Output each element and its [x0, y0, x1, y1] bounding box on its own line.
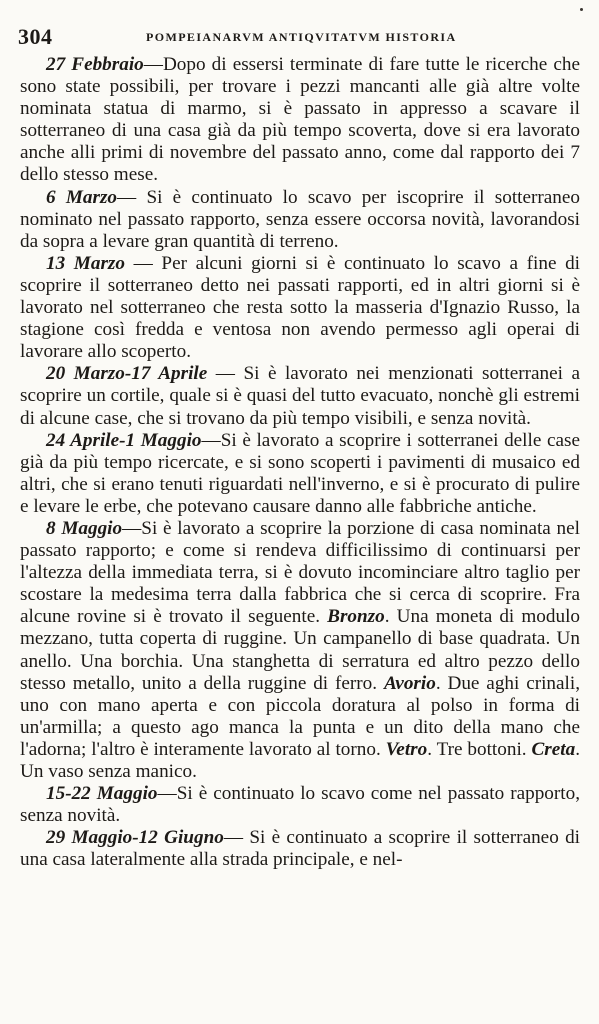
material-label: Creta	[531, 738, 576, 760]
body-text	[20, 54, 580, 871]
entry-text: —Si è lavorato a scoprire i sotterranei delle case già da più tempo ricercate, e si sono scoperti i pavimenti di musaico ed altri, che si erano tenuti riguardati nell'inverno, e si è procurato di pulire e levare le erbe, che potevano causare danno alle fabbriche antiche.	[20, 429, 580, 517]
entry-date: 24 Aprile-1 Maggio	[46, 429, 202, 451]
entry-date: 13 Marzo	[46, 252, 125, 274]
entry-text: . Un vaso senza manico.	[20, 738, 580, 782]
entry-date: 8 Maggio	[46, 517, 123, 539]
entry-date: 29 Maggio-12 Giugno	[46, 827, 224, 849]
page-header	[14, 14, 587, 50]
entry-text: — Si è continuato lo scavo per iscoprire il sotterraneo nominato nel passato rapporto, senza essere occorsa novità, lavorandosi da sopra a levare gran quantità di terreno.	[20, 186, 580, 252]
entry-text: — Si è continuato a scoprire il sotterraneo di una casa lateralmente alla strada principale, e nel-	[20, 827, 581, 871]
entry-text: — Si è lavorato nei menzionati sotterranei a scoprire un cortile, quale si è quasi del tutto evacuato, nonchè gli estremi di alcune case, che si trovano da più tempo visibili, e senza novità.	[20, 363, 580, 429]
entry-text: . Tre bottoni.	[427, 738, 532, 760]
material-label: Bronzo	[327, 606, 385, 628]
entry-text: — Per alcuni giorni si è continuato lo scavo a fine di scoprire il sotterraneo detto nei passati rapporti, ed in altri giorni si è lavorato nel sotterraneo che resta sotto la masseria d'Ignazio Russo, la stagione così fredda e ventosa non avendo permesso agli operai di lavorare allo scoperto.	[20, 252, 580, 363]
entry-text: —Dopo di essersi terminate di fare tutte le ricerche che sono state possibili, per trovare i pezzi mancanti alle già altre volte nominata statua di marmo, si è passato in appresso a scavare il sotterraneo di una casa già da più tempo scoverta, dove si era lavorato anche alli primi di novembre del passato anno, come dal rapporto dei 7 dello stesso mese.	[20, 54, 580, 186]
running-title: POMPEIANARVM ANTIQVITATVM HISTORIA	[146, 30, 457, 44]
entry-text: . Una moneta di modulo mezzano, tutta coperta di ruggine. Un campanello di base quadrata. Un anello. Una borchia. Una stanghetta di serratura ed altro pezzo dello stesso metallo, unito a della ruggine di ferro.	[20, 606, 581, 694]
entry-date: 15-22 Maggio	[46, 783, 158, 805]
entry-text: —Si è continuato lo scavo come nel passato rapporto, senza novità.	[20, 783, 581, 827]
entry-date: 20 Marzo-17 Aprile	[46, 363, 208, 385]
entry-8-maggio	[20, 518, 580, 783]
material-label: Avorio	[383, 672, 436, 694]
entry-15-22-maggio	[20, 783, 580, 827]
entry-29-maggio-12-giugno	[20, 827, 580, 871]
entry-20-marzo-17-aprile	[20, 363, 580, 429]
ink-speck	[580, 8, 583, 11]
entry-6-marzo	[20, 187, 580, 253]
entry-text: . Due aghi crinali, uno con mano aperta e con piccola doratura al polso in forma di un'armilla; a questo ago manca la punta e un dito della mano che l'adorna; l'altro è interamente lavorato al torno.	[20, 672, 580, 760]
entry-13-marzo	[20, 253, 580, 363]
entry-27-febbraio	[20, 54, 580, 187]
entry-24-aprile-1-maggio	[20, 430, 580, 518]
page-number: 304	[18, 24, 53, 49]
entry-date: 6 Marzo	[46, 186, 118, 208]
entry-date: 27 Febbraio	[46, 54, 144, 75]
material-label: Vetro	[385, 738, 428, 760]
entry-text: —Si è lavorato a scoprire la porzione di casa nominata nel passato rapporto; e come si rendeva difficilissimo di continuarsi per l'altezza della immediata terra, si è dovuto incominciare altro taglio per scostare la medesima terra dalla fabbrica che si cerca di scoprire. Fra alcune rovine si è trovato il seguente.	[20, 517, 580, 628]
